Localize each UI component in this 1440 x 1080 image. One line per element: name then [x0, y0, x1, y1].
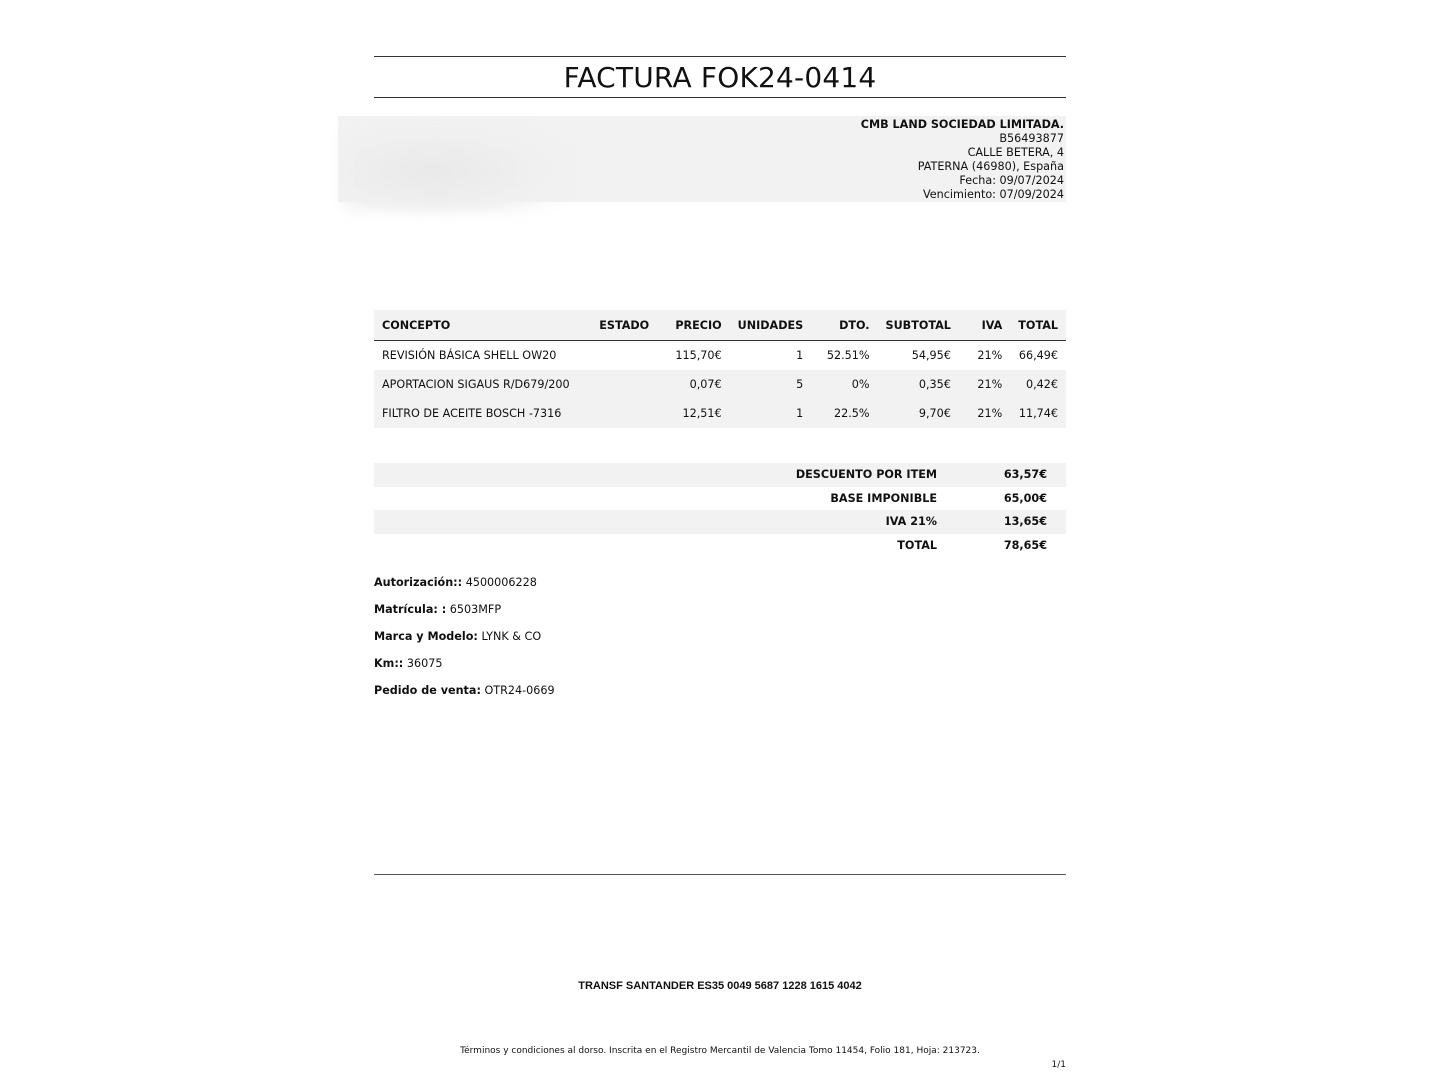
- extra-key: Km::: [374, 657, 404, 670]
- totals-label: DESCUENTO POR ITEM: [374, 463, 953, 487]
- col-iva: IVA: [959, 310, 1010, 341]
- totals-value: 63,57€: [953, 463, 1066, 487]
- col-dto: DTO.: [811, 310, 877, 341]
- totals-value: 78,65€: [1003, 538, 1047, 552]
- bank-transfer-info: TRANSF SANTANDER ES35 0049 5687 1228 1615 4042: [578, 980, 862, 992]
- cell-dto: 52.51%: [826, 349, 870, 362]
- extra-info: [374, 575, 555, 710]
- cell-total: 11,74€: [1010, 399, 1066, 428]
- extra-key: Autorización::: [374, 576, 463, 589]
- extra-value: OTR24-0669: [484, 684, 555, 697]
- totals-table: [374, 463, 1066, 557]
- extra-row-autorizacion: [374, 575, 555, 602]
- page-number: 1/1: [1051, 1060, 1066, 1070]
- cell-dto: 22.5%: [811, 399, 877, 428]
- invoice-due-date: Vencimiento: 07/09/2024: [922, 188, 1064, 201]
- items-header-row: [374, 310, 1066, 341]
- extra-key: Marca y Modelo:: [374, 630, 478, 643]
- totals-row: [374, 463, 1066, 487]
- company-address: CALLE BETERA, 4: [967, 146, 1064, 159]
- col-subtotal: SUBTOTAL: [878, 310, 959, 341]
- cell-iva: 21%: [977, 349, 1003, 362]
- cell-subtotal: 9,70€: [878, 399, 959, 428]
- invoice-title: FACTURA FOK24-0414: [563, 60, 877, 94]
- col-total: TOTAL: [1010, 310, 1066, 341]
- invoice-date: Fecha: 09/07/2024: [959, 174, 1064, 187]
- cell-unidades: 1: [730, 399, 812, 428]
- table-row: [374, 370, 1066, 399]
- cell-unidades: 5: [730, 370, 812, 399]
- totals-value: 13,65€: [953, 510, 1066, 534]
- extra-row-matricula: [374, 602, 555, 629]
- cell-dto: 0%: [811, 370, 877, 399]
- col-concepto: CONCEPTO: [374, 310, 591, 341]
- company-city: PATERNA (46980), España: [917, 160, 1064, 173]
- cell-iva: 21%: [959, 399, 1010, 428]
- extra-value: 6503MFP: [449, 603, 502, 616]
- table-row: [374, 399, 1066, 428]
- cell-precio: 115,70€: [675, 349, 722, 362]
- extra-row-marca-modelo: [374, 629, 555, 656]
- cell-precio: 12,51€: [657, 399, 729, 428]
- totals-row: [374, 510, 1066, 534]
- cell-total: 66,49€: [1018, 349, 1058, 362]
- cell-precio: 0,07€: [657, 370, 729, 399]
- cell-estado: [591, 370, 657, 399]
- cell-estado: [591, 341, 657, 371]
- cell-concepto: APORTACION SIGAUS R/D679/200: [374, 370, 591, 399]
- legal-notice: Términos y condiciones al dorso. Inscrita en el Registro Mercantil de Valencia Tomo 11454, Folio 181, Hoja: 213723.: [460, 1046, 980, 1056]
- totals-label: TOTAL: [897, 538, 937, 552]
- totals-label: BASE IMPONIBLE: [830, 491, 937, 505]
- extra-value: 4500006228: [465, 576, 537, 589]
- col-precio: PRECIO: [657, 310, 729, 341]
- footer-divider: [374, 874, 1066, 875]
- col-unidades: UNIDADES: [730, 310, 812, 341]
- cell-concepto: REVISIÓN BÁSICA SHELL OW20: [382, 349, 557, 362]
- extra-row-km: [374, 656, 555, 683]
- extra-value: LYNK & CO: [481, 630, 542, 643]
- cell-iva: 21%: [959, 370, 1010, 399]
- company-tax-id: B56493877: [999, 132, 1064, 145]
- totals-label: IVA 21%: [374, 510, 953, 534]
- company-info: [861, 118, 1064, 202]
- totals-row: [374, 487, 1066, 511]
- items-table: [374, 310, 1066, 428]
- cell-subtotal: 0,35€: [878, 370, 959, 399]
- extra-key: Matrícula: :: [374, 603, 447, 616]
- company-name: CMB LAND SOCIEDAD LIMITADA.: [860, 118, 1064, 131]
- blurred-logo: [342, 120, 572, 212]
- col-estado: ESTADO: [591, 310, 657, 341]
- cell-subtotal: 54,95€: [911, 349, 951, 362]
- extra-value: 36075: [406, 657, 443, 670]
- extra-key: Pedido de venta:: [374, 684, 481, 697]
- table-row: [374, 341, 1066, 371]
- extra-row-pedido: [374, 683, 555, 710]
- totals-value: 65,00€: [1003, 491, 1047, 505]
- cell-unidades: 1: [796, 349, 804, 362]
- cell-estado: [591, 399, 657, 428]
- invoice-page: [374, 0, 1066, 1080]
- header-band: [338, 116, 1066, 202]
- title-block: [374, 56, 1066, 98]
- cell-total: 0,42€: [1010, 370, 1066, 399]
- totals-row: [374, 534, 1066, 558]
- cell-concepto: FILTRO DE ACEITE BOSCH -7316: [374, 399, 591, 428]
